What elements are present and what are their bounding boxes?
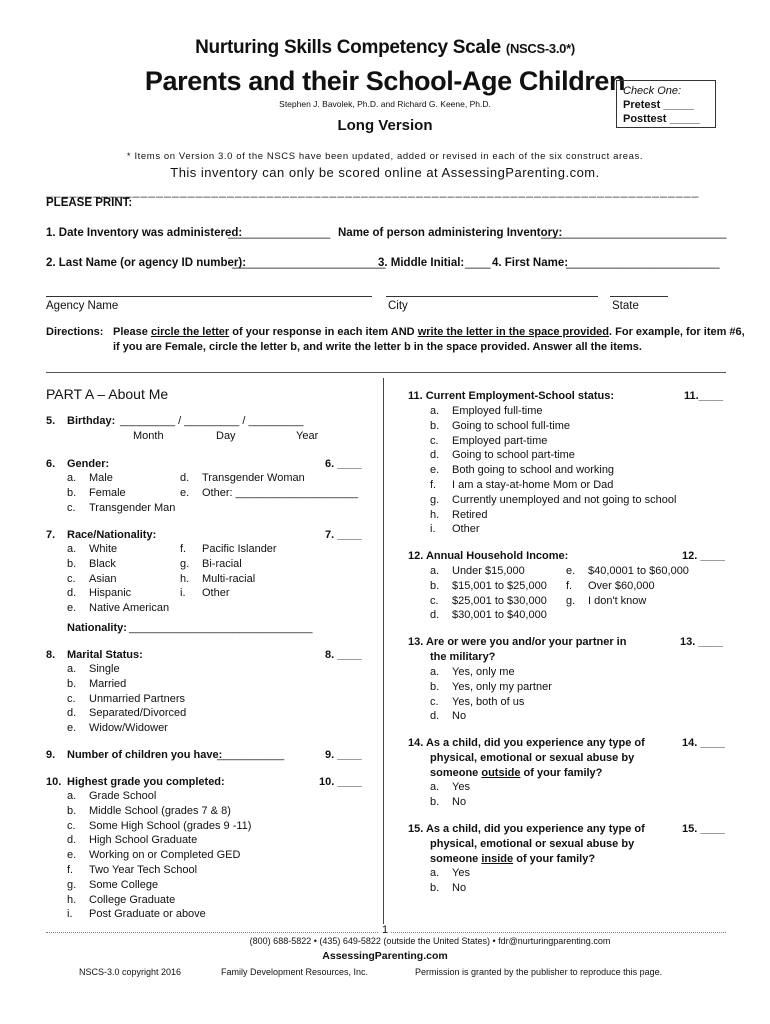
option[interactable]: a. Grade School	[67, 790, 157, 802]
q9-text: Number of children you have:	[67, 749, 223, 761]
q10-answer[interactable]: 10. ____	[319, 776, 362, 788]
q8-answer[interactable]: 8. ____	[325, 649, 362, 661]
q14-options	[430, 780, 470, 810]
q12-options-left	[430, 564, 547, 623]
option[interactable]: a. Employed full-time	[430, 405, 543, 417]
directions-line2: if you are Female, circle the letter b, and write the letter b in the space provided. Answer all the items.	[113, 341, 642, 353]
q14-answer[interactable]: 14. ____	[682, 737, 725, 749]
permission: Permission is granted by the publisher to reproduce this page.	[415, 967, 663, 977]
option[interactable]: e. Both going to school and working	[430, 464, 615, 477]
admin-name-field[interactable]: _____________________________	[541, 227, 727, 239]
agency-name-field[interactable]	[46, 296, 372, 297]
middle-initial-field[interactable]: ____	[465, 257, 491, 269]
q11-answer[interactable]: 11.____	[684, 390, 724, 402]
option[interactable]: b. Yes, only my partner	[430, 680, 552, 693]
q4-label: 4. First Name:	[492, 257, 569, 269]
state-field[interactable]	[610, 296, 668, 297]
q6-number: 6.	[46, 458, 56, 470]
site-link[interactable]: AssessingParenting.com	[322, 950, 448, 962]
q15-answer[interactable]: 15. ____	[682, 823, 725, 835]
option[interactable]: b. Female	[67, 486, 126, 499]
option[interactable]: a. Yes	[430, 867, 470, 879]
version-label: Long Version	[337, 117, 433, 134]
option[interactable]: b. Going to school full-time	[430, 419, 570, 432]
option[interactable]: c. Employed part-time	[430, 434, 548, 447]
agency-label: Agency Name	[46, 300, 119, 312]
q10-number: 10.	[46, 776, 62, 788]
month-label: Month	[133, 430, 164, 442]
q7-number: 7.	[46, 529, 56, 541]
q8-options	[67, 662, 186, 736]
publisher: Family Development Resources, Inc.	[221, 967, 369, 977]
posttest-option[interactable]: Posttest _____	[623, 113, 701, 125]
option[interactable]: c. Unmarried Partners	[67, 692, 185, 705]
q15-options	[430, 866, 470, 896]
q11-text: 11. Current Employment-School status:	[408, 390, 614, 402]
year-label: Year	[296, 430, 319, 442]
option[interactable]: e. Working on or Completed GED	[67, 849, 241, 862]
q12-text: 12. Annual Household Income:	[408, 550, 569, 562]
q9-number: 9.	[46, 749, 56, 761]
q11-options	[430, 404, 676, 537]
q7-text: Race/Nationality:	[67, 529, 157, 541]
option[interactable]: a. Yes, only me	[430, 666, 515, 678]
divider	[46, 372, 726, 373]
q14-text: 14. As a child, did you experience any type of physical, emotional or sexual abuse by someone outside of your family?	[408, 737, 645, 779]
option[interactable]: b. No	[430, 795, 467, 808]
q13-options	[430, 665, 552, 724]
option[interactable]: c. Yes, both of us	[430, 695, 525, 708]
option[interactable]: f. Two Year Tech School	[67, 863, 198, 876]
q1-date-field[interactable]: ________________	[228, 227, 331, 239]
option[interactable]: c. Asian	[67, 572, 117, 585]
q9-answer[interactable]: 9. ____	[325, 749, 362, 761]
option[interactable]: g. Bi-racial	[180, 557, 242, 570]
option[interactable]: h. College Graduate	[67, 893, 176, 906]
authors: Stephen J. Bavolek, Ph.D. and Richard G. Keene, Ph.D.	[279, 99, 491, 109]
q10-text: Highest grade you completed:	[67, 776, 225, 788]
last-name-field[interactable]: ________________________	[232, 257, 386, 269]
option[interactable]: d. Separated/Divorced	[67, 707, 187, 720]
q2-label: 2. Last Name (or agency ID number):	[46, 257, 247, 269]
children-count-field[interactable]: ___________	[217, 749, 285, 761]
city-field[interactable]	[386, 296, 598, 297]
option[interactable]: d. High School Graduate	[67, 834, 198, 847]
q6-answer[interactable]: 6. ____	[325, 458, 362, 470]
option[interactable]: a. Under $15,000	[430, 565, 525, 577]
q6-text: Gender:	[67, 458, 110, 470]
option[interactable]: d. No	[430, 710, 467, 723]
q6-options-right	[180, 471, 358, 501]
option[interactable]: e. $40,0001 to $60,000	[566, 565, 689, 577]
dash-separator: ___________________________________________________________________________________	[46, 184, 700, 198]
option[interactable]: a. Single	[67, 663, 120, 675]
option[interactable]: b. Black	[67, 557, 116, 570]
q12-options-right	[566, 564, 689, 608]
contact-line: (800) 688-5822 • (435) 649-5822 (outside the United States) • fdr@nurturingparenting.com	[249, 936, 611, 946]
title-code: (NSCS-3.0*)	[505, 41, 575, 56]
please-print: PLEASE PRINT:	[46, 197, 133, 209]
q7-answer[interactable]: 7. ____	[325, 529, 362, 541]
directions-label: Directions:	[46, 326, 104, 338]
q13-text: 13. Are or were you and/or your partner in the military?	[408, 636, 627, 663]
option[interactable]: h. Multi-racial	[180, 572, 256, 585]
option[interactable]: b. $15,001 to $25,000	[430, 579, 547, 592]
q15-text: 15. As a child, did you experience any type of physical, emotional or sexual abuse by someone inside of your family?	[408, 823, 645, 865]
option[interactable]: c. $25,001 to $30,000	[430, 594, 547, 607]
q7-options-right	[180, 542, 277, 601]
option[interactable]: d. Going to school part-time	[430, 449, 575, 462]
option[interactable]: e. Other: ____________________	[180, 486, 358, 499]
option[interactable]: b. No	[430, 881, 467, 894]
q5-text: Birthday:	[67, 415, 116, 427]
q6-options-left	[67, 471, 175, 515]
option[interactable]: c. Transgender Man	[67, 501, 176, 514]
q1-label: 1. Date Inventory was administered:	[46, 227, 243, 239]
option[interactable]: f. I am a stay-at-home Mom or Dad	[430, 478, 614, 491]
option[interactable]: i. Post Graduate or above	[67, 908, 206, 921]
part-a-heading: PART A – About Me	[46, 386, 169, 402]
day-label: Day	[216, 430, 236, 442]
online-note: This inventory can only be scored online at AssessingParenting.com.	[170, 165, 600, 180]
option[interactable]: f. Pacific Islander	[180, 543, 277, 555]
q12-answer[interactable]: 12. ____	[682, 550, 725, 562]
option[interactable]: b. Middle School (grades 7 & 8)	[67, 804, 231, 817]
q8-text: Marital Status:	[67, 649, 143, 661]
option[interactable]: d. Transgender Woman	[180, 472, 305, 484]
q7-options-left	[67, 542, 169, 616]
first-name-field[interactable]: ________________________	[566, 257, 720, 269]
option[interactable]: f. Over $60,000	[566, 579, 655, 592]
option[interactable]: a. Yes	[430, 781, 470, 793]
check-one-label: Check One:	[623, 85, 682, 97]
city-label: City	[388, 300, 408, 312]
nationality-field[interactable]: ______________________________	[129, 622, 313, 634]
page-title: Parents and their School-Age Children	[144, 66, 626, 96]
admin-label: Name of person administering Inventory:	[338, 227, 563, 239]
option[interactable]: a. Male	[67, 472, 113, 484]
copyright: NSCS-3.0 copyright 2016	[79, 967, 182, 977]
option[interactable]: h. Retired	[430, 508, 488, 521]
q13-answer[interactable]: 13. ____	[680, 636, 723, 648]
q5-number: 5.	[46, 415, 56, 427]
state-label: State	[612, 300, 639, 312]
page-number: 1	[379, 924, 391, 936]
pretest-option[interactable]: Pretest _____	[623, 99, 694, 111]
option[interactable]: g. I don't know	[566, 594, 647, 607]
check-one-box	[616, 80, 716, 128]
column-divider	[383, 378, 384, 926]
q10-options	[67, 789, 251, 922]
option[interactable]: g. Currently unemployed and not going to school	[430, 493, 677, 506]
birthday-field[interactable]: _________ / _________ / _________	[120, 415, 304, 427]
option[interactable]: e. Native American	[67, 602, 170, 615]
option[interactable]: a. White	[67, 543, 118, 555]
q8-number: 8.	[46, 649, 56, 661]
version-note: * Items on Version 3.0 of the NSCS have been updated, added or revised in each of the six construct areas.	[126, 151, 644, 162]
directions-line1: Please circle the letter of your response in each item AND write the letter in the space provided. For example, for item #6,	[113, 326, 745, 338]
title-main: Nurturing Skills Competency Scale (NSCS-3.0*)	[195, 37, 575, 58]
option[interactable]: c. Some High School (grades 9 -11)	[67, 819, 252, 832]
nationality-label: Nationality:	[67, 622, 127, 634]
option[interactable]: g. Some College	[67, 878, 159, 891]
option[interactable]: d. Hispanic	[67, 587, 132, 600]
option[interactable]: e. Widow/Widower	[67, 722, 168, 735]
option[interactable]: i. Other	[180, 587, 230, 600]
q3-label: 3. Middle Initial:	[378, 257, 465, 269]
option[interactable]: b. Married	[67, 677, 127, 690]
option[interactable]: d. $30,001 to $40,000	[430, 609, 547, 622]
option[interactable]: i. Other	[430, 523, 480, 536]
